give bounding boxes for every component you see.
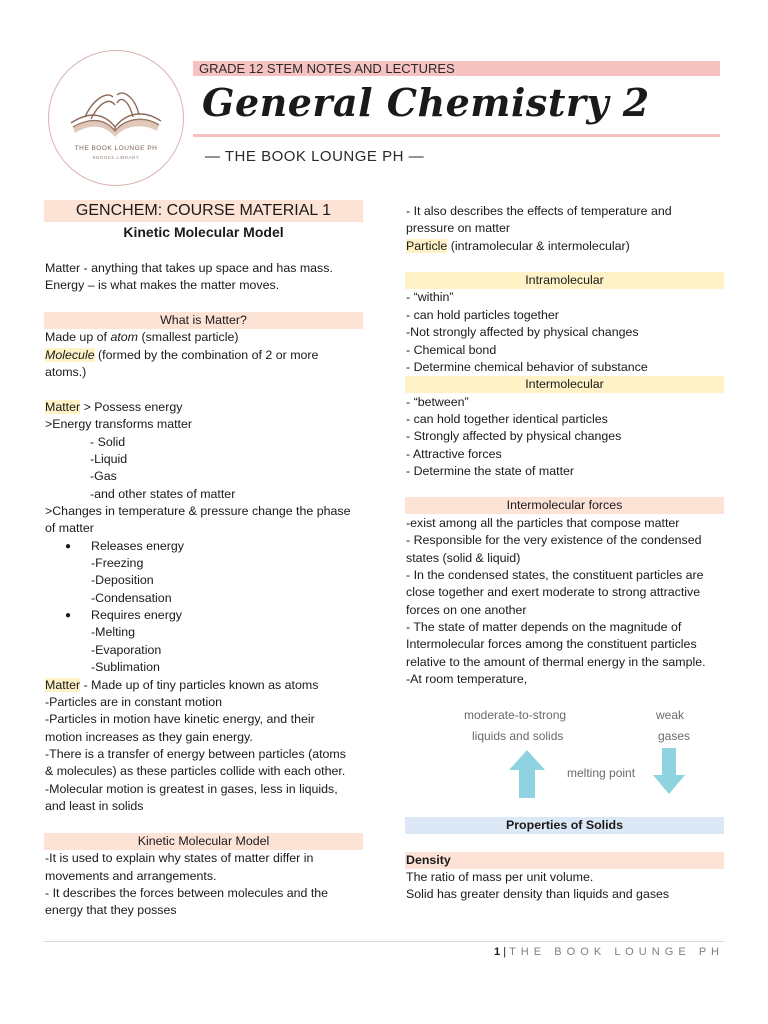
intermolecular-forces-heading: Intermolecular forces [405,497,724,514]
inter-item: - Strongly affected by physical changes [406,429,622,443]
requires-energy-item: ● Requires energy [45,607,182,624]
inter-item: - “between” [406,395,469,409]
forces-line: -At room temperature, [406,672,528,686]
forces-line: forces on one another [406,603,527,617]
particle-line: Particle (intramolecular & intermolecular) [406,239,630,253]
phase-item: -Deposition [91,573,154,587]
forces-line: - In the condensed states, the constituent particles are [406,568,704,582]
section-subtitle: Kinetic Molecular Model [123,224,284,240]
forces-line: Intermolecular forces among the constituent particles [406,637,697,651]
tiny-particles-line: Matter - Made up of tiny particles known as atoms [45,678,319,692]
intermolecular-heading: Intermolecular [405,376,724,393]
possess-energy-line: Matter > Possess energy [45,400,183,414]
forces-line: states (solid & liquid) [406,551,521,565]
header-pink-rule [193,134,720,137]
inter-item: - Determine the state of matter [406,464,575,478]
changes-line-2: of matter [45,521,94,535]
diagram-label-strong: moderate-to-strong [464,708,567,722]
phase-item: -Freezing [91,556,144,570]
book-lounge-logo [48,50,184,186]
diagram-label-melting-point: melting point [567,766,636,780]
molecule-word: Molecule [45,348,95,362]
matter-definition: Matter - anything that takes up space and has mass. [45,261,333,275]
diagram-label-liquids-solids: liquids and solids [472,729,564,743]
state-item: -Gas [90,469,117,483]
motion-line: motion increases as they gain energy. [45,730,253,744]
footer-brand: T H E B O O K L O U N G E P H [509,946,720,958]
state-item: - Solid [90,435,126,449]
density-heading: Density [406,853,451,867]
intra-item: - can hold particles together [406,308,559,322]
bullet-icon: ● [64,610,72,621]
forces-line: -exist among all the particles that compose matter [406,516,680,530]
forces-line: - The state of matter depends on the magnitude of [406,620,682,634]
diagram-label-gases: gases [658,729,691,743]
course-title: GENCHEM: COURSE MATERIAL 1 [75,202,332,219]
logo-subtext: EBOOKS.LIBRARY [92,155,140,160]
particle-word: Particle [406,239,448,253]
footer: 1 | T H E B O O K L O U N G E P H [494,946,720,958]
atom-word: atom [110,330,138,344]
open-book-icon [49,51,183,185]
kmm-line: - It describes the forces between molecules and the [45,886,329,900]
intra-item: -Not strongly affected by physical changes [406,325,639,339]
effects-line-2: pressure on matter [406,221,510,235]
motion-line: -Molecular motion is greatest in gases, less in liquids, [45,782,338,796]
page-title: General Chemistry 2 [202,80,650,125]
energy-definition: Energy – is what makes the matter moves. [45,278,280,292]
forces-line: - Responsible for the very existence of the condensed [406,533,702,547]
changes-line: >Changes in temperature & pressure change the phase [45,504,351,518]
inter-item: - can hold together identical particles [406,412,608,426]
phase-item: -Sublimation [91,660,160,674]
arrow-up-icon [508,750,546,798]
footer-rule [44,941,724,942]
made-up-of-line: Made up of atom (smallest particle) [45,330,239,344]
energy-transforms-line: >Energy transforms matter [45,417,193,431]
diagram-label-weak: weak [656,708,685,722]
kmm-line: movements and arrangements. [45,869,217,883]
state-item: -Liquid [90,452,128,466]
grade-line: GRADE 12 STEM NOTES AND LECTURES [199,61,455,76]
intra-item: - “within” [406,290,454,304]
kmm-line: -It is used to explain why states of matter differ in [45,851,314,865]
density-line: Solid has greater density than liquids and gases [406,887,670,901]
bullet-icon: ● [64,541,72,552]
forces-line: relative to the amount of thermal energy in the sample. [406,655,706,669]
matter-word: Matter [45,400,81,414]
brand-line: — THE BOOK LOUNGE PH — [205,148,425,165]
effects-line: - It also describes the effects of temperature and [406,204,672,218]
properties-of-solids-heading: Properties of Solids [405,817,724,834]
what-is-matter-heading: What is Matter? [44,312,363,329]
kmm-line: energy that they posses [45,903,177,917]
molecule-line-2: atoms.) [45,365,87,379]
intramolecular-heading: Intramolecular [405,272,724,289]
matter-word: Matter [45,678,81,692]
page-number: 1 [494,946,501,958]
intra-item: - Determine chemical behavior of substance [406,360,648,374]
density-heading-band [405,852,724,869]
motion-line: and least in solids [45,799,144,813]
motion-line: -Particles are in constant motion [45,695,222,709]
phase-item: -Evaporation [91,643,162,657]
motion-line: & molecules) as these particles collide with each other. [45,764,346,778]
logo-text: THE BOOK LOUNGE PH [74,145,158,152]
molecule-line: Molecule (formed by the combination of 2 or more [45,348,319,362]
kmm-heading: Kinetic Molecular Model [44,833,363,850]
inter-item: - Attractive forces [406,447,502,461]
intra-item: - Chemical bond [406,343,497,357]
arrow-down-icon [652,748,686,794]
motion-line: -There is a transfer of energy between particles (atoms [45,747,346,761]
phase-item: -Melting [91,625,136,639]
forces-line: close together and exert moderate to strong attractive [406,585,701,599]
motion-line: -Particles in motion have kinetic energy, and their [45,712,315,726]
state-item: -and other states of matter [90,487,236,501]
phase-item: -Condensation [91,591,172,605]
density-line: The ratio of mass per unit volume. [406,870,594,884]
releases-energy-item: ● Releases energy [45,538,184,555]
